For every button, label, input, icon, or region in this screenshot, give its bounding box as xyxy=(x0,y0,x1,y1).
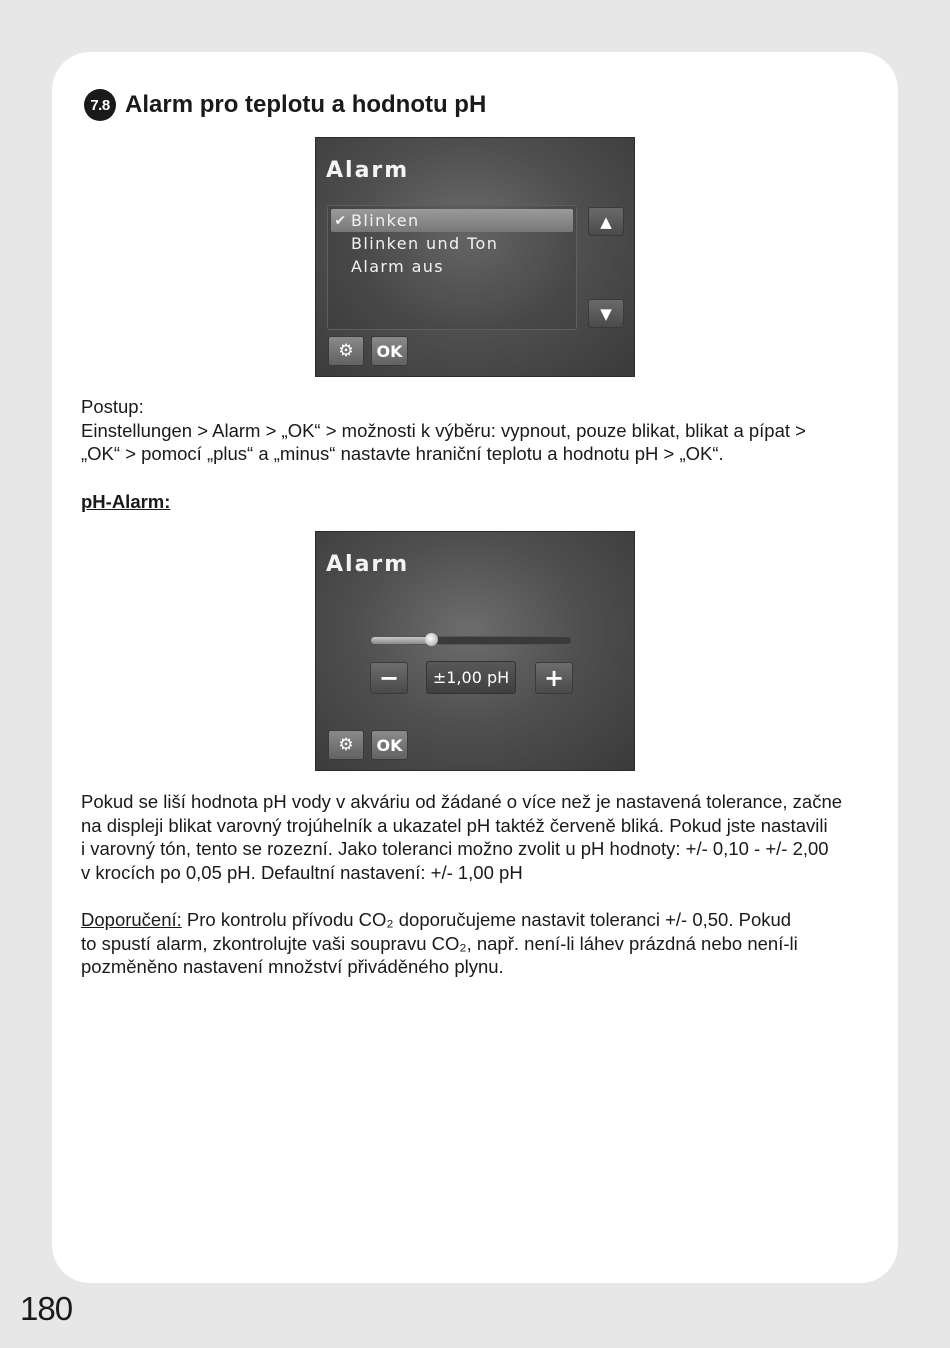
ph-alarm-heading-block xyxy=(81,490,861,514)
recommendation-line: pozměněno nastavení množství přiváděného plynu. xyxy=(81,956,504,978)
plus-button[interactable]: + xyxy=(535,662,573,694)
recommendation-line: to spustí alarm, zkontrolujte vaši soupravu CO₂, např. není-li láhev prázdná nebo není-li xyxy=(81,932,798,954)
minus-button[interactable]: − xyxy=(370,662,408,694)
paragraph-line: Pokud se liší hodnota pH vody v akváriu od žádané o více než je nastavená tolerance, začne xyxy=(81,791,843,812)
paragraph-line: i varovný tón, tento se rozezní. Jako toleranci možno zvolit u pH hodnoty: +/- 0,10 - +/- 2,00 xyxy=(81,838,829,860)
paragraph-line: v krocích po 0,05 pH. Defaultní nastavení: +/- 1,00 pH xyxy=(81,861,523,883)
screen-title: Alarm xyxy=(326,158,410,183)
check-icon: ✔ xyxy=(334,212,348,229)
option-label: Blinken xyxy=(351,211,420,230)
list-item-alarm-aus[interactable] xyxy=(331,255,573,278)
procedure-label: Postup: xyxy=(81,396,144,417)
settings-button[interactable] xyxy=(328,730,364,760)
list-item-blinken[interactable] xyxy=(331,209,573,232)
recommendation-label: Doporučení: xyxy=(81,909,182,930)
slider-handle[interactable] xyxy=(425,633,438,646)
procedure-line: „OK“ > pomocí „plus“ a „minus“ nastavte hraniční teplotu a hodnotu pH > „OK“. xyxy=(81,443,724,465)
alarm-options-list xyxy=(327,205,577,330)
gear-icon: ⚙ xyxy=(338,735,354,755)
procedure-text xyxy=(81,395,861,466)
settings-button[interactable] xyxy=(328,336,364,366)
ph-alarm-screen xyxy=(315,531,635,771)
page-number: 180 xyxy=(20,1290,73,1327)
list-item-blinken-und-ton[interactable] xyxy=(331,232,573,255)
section-number-badge: 7.8 xyxy=(84,89,116,121)
ok-button[interactable]: OK xyxy=(371,730,408,760)
option-label: Blinken und Ton xyxy=(351,234,499,253)
paragraph-line: na displeji blikat varovný trojúhelník a ukazatel pH taktéž červeně bliká. Pokud jste nastavili xyxy=(81,814,828,836)
recommendation-text xyxy=(81,908,861,979)
gear-icon: ⚙ xyxy=(338,341,354,361)
scroll-down-button[interactable] xyxy=(588,299,624,328)
option-label: Alarm aus xyxy=(351,257,445,276)
triangle-up-icon: ▲ xyxy=(600,212,612,231)
screen-title: Alarm xyxy=(326,552,410,577)
section-title: Alarm pro teplotu a hodnotu pH xyxy=(125,91,487,118)
slider-fill xyxy=(371,637,431,644)
ph-description xyxy=(81,790,861,884)
tolerance-slider[interactable] xyxy=(370,636,572,645)
section-heading xyxy=(84,88,486,122)
tolerance-value: ±1,00 pH xyxy=(426,661,516,694)
triangle-down-icon: ▼ xyxy=(600,304,612,323)
scroll-up-button[interactable] xyxy=(588,207,624,236)
recommendation-line: Pro kontrolu přívodu CO₂ doporučujeme nastavit toleranci +/- 0,50. Pokud xyxy=(181,909,792,930)
alarm-mode-screen xyxy=(315,137,635,377)
ok-button[interactable]: OK xyxy=(371,336,408,366)
procedure-line: Einstellungen > Alarm > „OK“ > možnosti k výběru: vypnout, pouze blikat, blikat a pípat > xyxy=(81,419,806,441)
ph-alarm-heading: pH-Alarm: xyxy=(81,491,171,512)
